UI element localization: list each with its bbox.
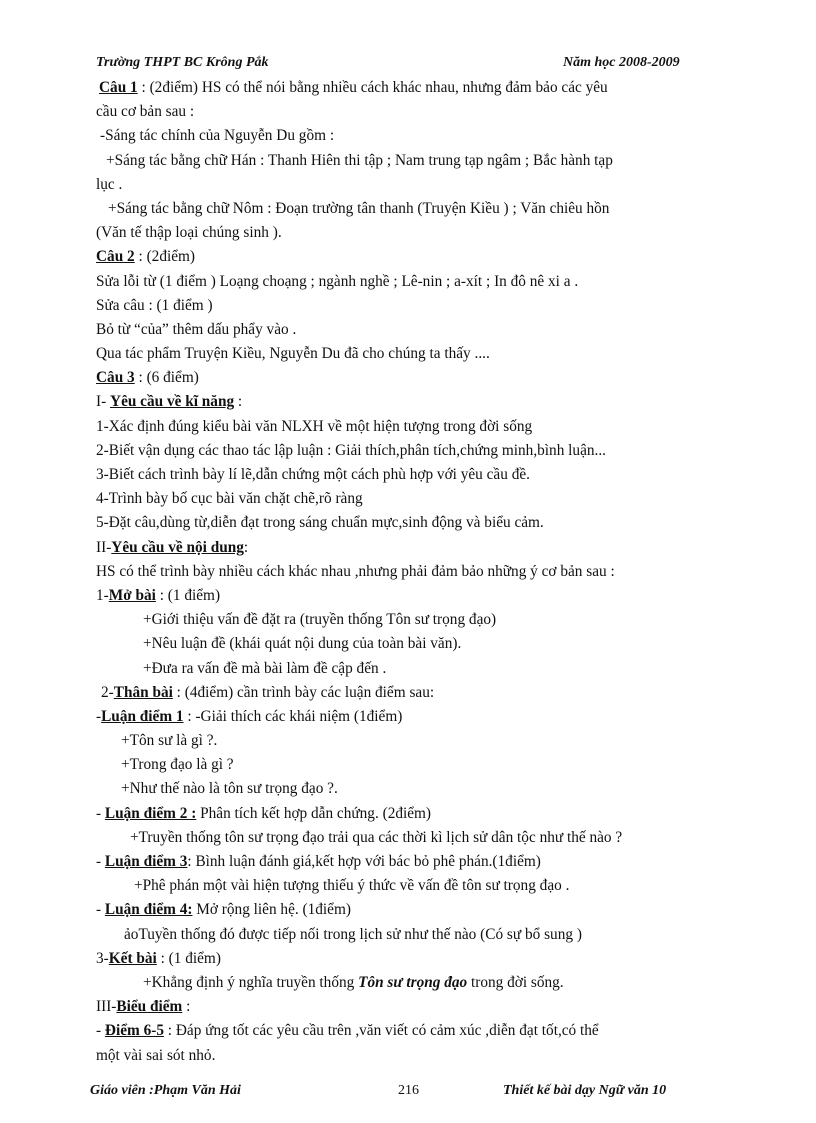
skill-item: 2-Biết vận dụng các thao tác lập luận : Giải thích,phân tích,chứng minh,bình luận... [96,441,606,459]
question-1-heading [0,76,816,100]
skill-item: 3-Biết cách trình bày lí lẽ,dẫn chứng một cách phù hợp với yêu cầu đề. [96,466,530,483]
argument-3-item: +Phê phán một vài hiện tượng thiếu ý thức về vấn đề tôn sư trọng đạo . [134,877,570,895]
argument-4-heading: - Luận điểm 4: Mở rộng liên hệ. (1điểm) [96,901,351,919]
argument-1-item: +Như thế nào là tôn sư trọng đạo ?. [121,780,338,798]
question-1-intro: : (2điểm) HS có thể nói bằng nhiều cách khác nhau, nhưng đảm bảo các yêu [137,79,608,96]
argument-3-label: Luận điểm 3 [104,853,188,870]
score-6-5-cont: một vài sai sót nhỏ. [96,1046,216,1064]
question-1-han-works: +Sáng tác bằng chữ Hán : Thanh Hiên thi tập ; Nam trung tạp ngâm ; Bắc hành tạp [106,151,613,169]
argument-2-item: +Truyền thống tôn sư trọng đạo trải qua các thời kì lịch sử dân tộc như thế nào ? [130,828,623,846]
question-1-works: -Sáng tác chính của Nguyễn Du gồm : [100,127,335,145]
argument-1-heading: -Luận điểm 1 : -Giải thích các khái niệm (1điểm) [96,707,403,725]
score-6-5-label: Điểm 6-5 [104,1022,164,1040]
argument-4-item: ảoTuyền thống đó được tiếp nối trong lịch sử như thế nào (Có sự bổ sung ) [124,925,582,943]
intro-section-heading: 1-Mở bài : (1 điểm) [96,586,221,604]
question-1-nom-works-cont: (Văn tế thập loại chúng sinh ). [96,224,282,242]
argument-2-label: Luận điểm 2 : [104,804,197,822]
skill-item: 4-Trình bày bố cục bài văn chặt chẽ,rõ ràng [96,490,363,508]
question-1-nom-works: +Sáng tác bằng chữ Nôm : Đoạn trường tân thanh (Truyện Kiều ) ; Văn chiêu hồn [108,199,610,217]
body-section-heading: 2-Thân bài : (4điểm) cần trình bày các luận điểm sau: [101,683,435,701]
question-2-example: Qua tác phẩm Truyện Kiều, Nguyễn Du đã cho chúng ta thấy .... [96,345,490,363]
question-2-fix-sentence: Sửa câu : (1 điểm ) [96,296,213,314]
intro-item: +Giới thiệu vấn đề đặt ra (truyền thống Tôn sư trọng đạo) [143,611,497,629]
skill-item: 1-Xác định đúng kiểu bài văn NLXH về một hiện tượng trong đời sống [96,417,533,435]
question-1-intro-cont: cầu cơ bản sau : [96,103,195,121]
score-6-5-heading: - Điểm 6-5 : Đáp ứng tốt các yêu cầu trên ,văn viết có cảm xúc ,diễn đạt tốt,có thể [96,1022,599,1040]
conclusion-item: +Khẳng định ý nghĩa truyền thống Tôn sư trọng đạo trong đời sống. [143,973,564,991]
skills-label: Yêu cầu về kĩ năng [110,393,235,411]
intro-section-label: Mở bài [108,586,156,604]
argument-2-heading: - Luận điểm 2 : Phân tích kết hợp dẫn chứng. (2điểm) [96,804,432,822]
content-intro: HS có thể trình bày nhiều cách khác nhau ,nhưng phải đảm bảo những ý cơ bản sau : [96,562,615,580]
argument-3-heading: - Luận điểm 3: Bình luận đánh giá,kết hợp với bác bỏ phê phán.(1điểm) [96,853,541,870]
question-2-label: Câu 2 [96,248,135,266]
question-2-remove: Bỏ từ “của” thêm dấu phẩy vào . [96,320,297,338]
question-3-points: : (6 điểm) [134,369,199,387]
header-school: Trường THPT BC Krông Pắk [96,55,269,70]
scoring-label: Biểu điểm [116,998,183,1016]
question-2-fix-words: Sửa lỗi từ (1 điểm ) Loạng choạng ; ngành nghề ; Lê-nin ; a-xít ; In đô nê xi a . [96,272,579,290]
argument-4-label: Luận điểm 4: [104,901,193,919]
question-3-heading [0,366,816,390]
skill-item: 5-Đặt câu,dùng từ,diễn đạt trong sáng chuẩn mực,sinh động và biểu cảm. [96,514,544,532]
conclusion-section-label: Kết bài [108,949,157,967]
intro-item: +Đưa ra vấn đề mà bài làm đề cập đến . [143,659,387,677]
conclusion-section-heading: 3-Kết bài : (1 điểm) [96,949,221,967]
footer-book-title: Thiết kế bài dạy Ngữ văn 10 [503,1083,667,1098]
body-section-label: Thân bài [113,683,173,701]
content-heading: II-Yêu cầu về nội dung: [96,538,249,556]
page-number: 216 [398,1083,419,1098]
argument-1-item: +Trong đạo là gì ? [121,756,234,774]
conclusion-emphasis: Tôn sư trọng đạo [358,973,468,991]
scoring-heading: III-Biểu điểm : [96,998,191,1016]
header-school-year: Năm học 2008-2009 [563,55,680,70]
question-2-points: : (2điểm) [134,248,196,266]
question-1-han-works-cont: lục . [96,175,123,193]
question-2-heading [0,245,816,269]
argument-1-label: Luận điểm 1 [101,707,184,725]
skills-heading: I- Yêu cầu về kĩ năng : [96,393,243,411]
content-label: Yêu cầu về nội dung [111,538,244,556]
argument-1-item: +Tôn sư là gì ?. [121,732,218,750]
footer-teacher: Giáo viên :Phạm Văn Hải [90,1083,241,1098]
intro-item: +Nêu luận đề (khái quát nội dung của toàn bài văn). [143,635,462,653]
question-1-label: Câu 1 [99,79,138,96]
answer-key-body [0,76,816,1068]
question-3-label: Câu 3 [96,369,135,387]
